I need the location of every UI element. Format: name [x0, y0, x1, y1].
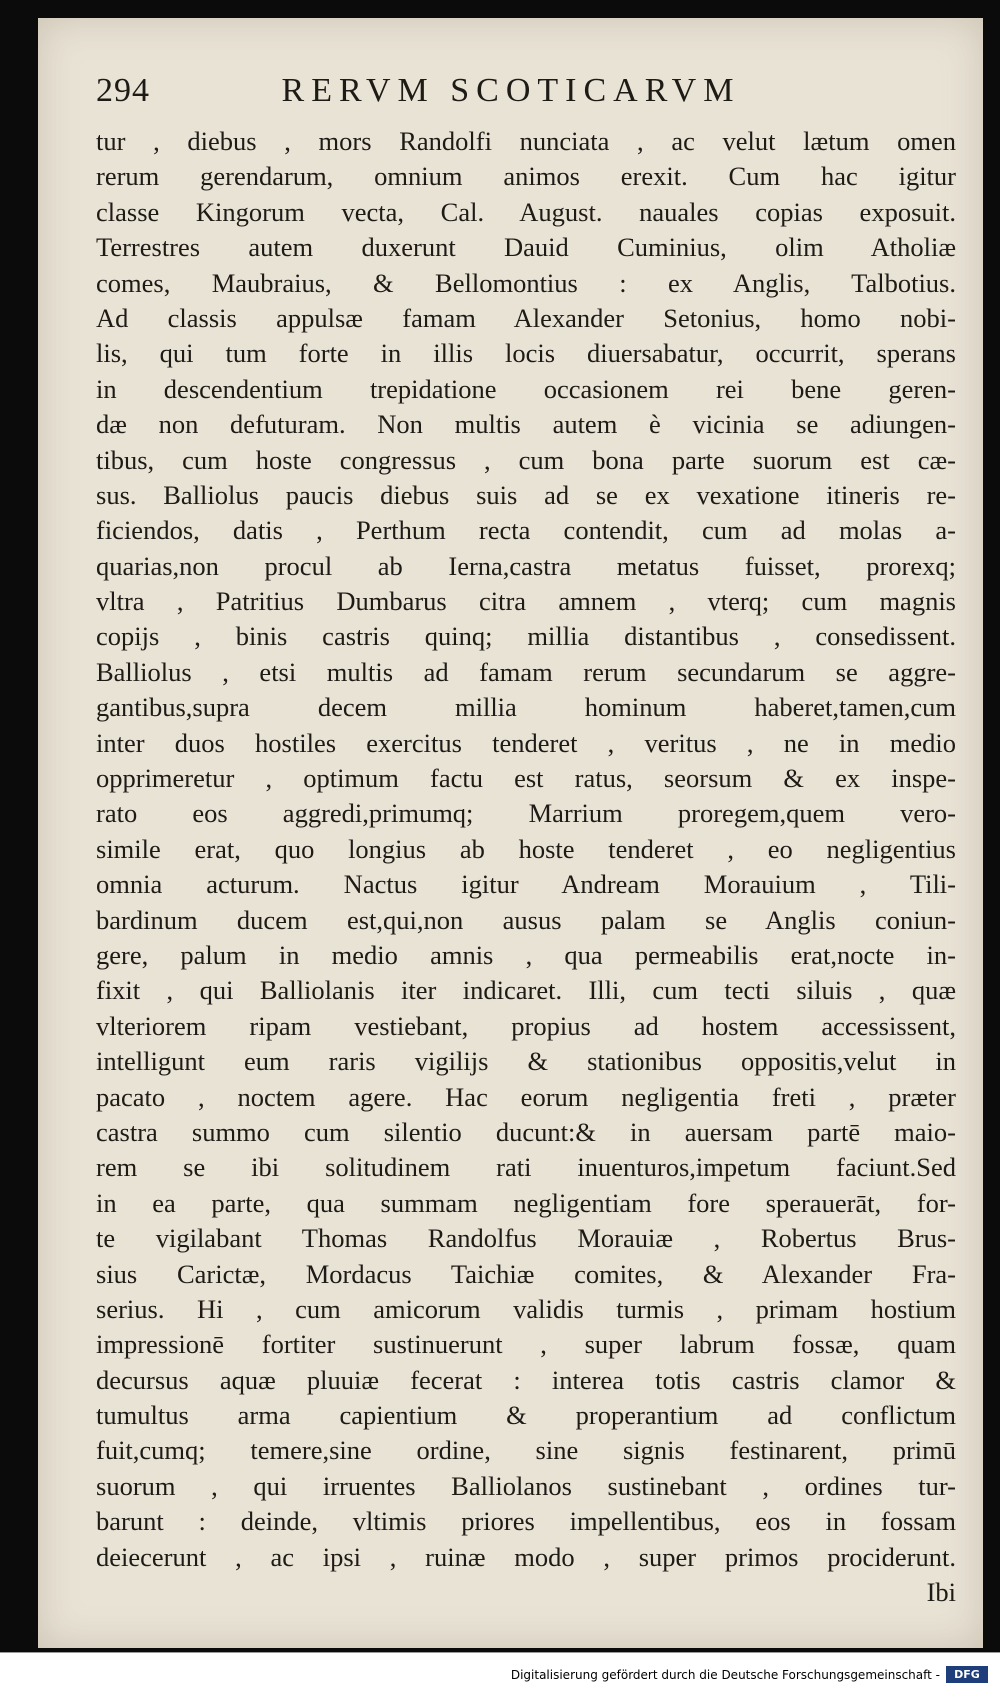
text-line: deiecerunt , ac ipsi , ruinæ modo , super primos prociderunt.: [96, 1541, 956, 1572]
footer-divider: [0, 1652, 1000, 1653]
dfg-logo: DFG: [946, 1666, 988, 1683]
text-line: quarias,non procul ab Ierna,castra metatus fuisset, prorexq;: [96, 550, 956, 581]
text-line: tibus, cum hoste congressus , cum bona parte suorum est cæ-: [96, 444, 956, 475]
text-line: suorum , qui irruentes Balliolanos sustinebant , ordines tur-: [96, 1470, 956, 1501]
text-line: vlteriorem ripam vestiebant, propius ad hostem accessissent,: [96, 1010, 956, 1041]
running-head: RERVM SCOTICARVM: [281, 72, 741, 109]
text-line: tur , diebus , mors Randolfi nunciata , ac velut lætum omen: [96, 126, 956, 156]
text-line: dæ non defuturam. Non multis autem è vicinia se adiungen-: [96, 409, 956, 440]
text-line: te vigilabant Thomas Randolfus Morauiæ , Robertus Brus-: [96, 1223, 956, 1254]
text-line: in descendentium trepidatione occasionem rei bene geren-: [96, 373, 956, 404]
text-line: comes, Maubraius, & Bellomontius : ex Anglis, Talbotius.: [96, 267, 956, 298]
text-line: rem se ibi solitudinem rati inuenturos,impetum faciunt.Sed: [96, 1152, 956, 1183]
text-line: fuit,cumq; temere,sine ordine, sine signis festinarent, primū: [96, 1435, 956, 1466]
text-line: lis, qui tum forte in illis locis diuersabatur, occurrit, sperans: [96, 338, 956, 369]
text-line: impressionē fortiter sustinuerunt , super labrum fossæ, quam: [96, 1329, 956, 1360]
text-line: Terrestres autem duxerunt Dauid Cuminius, olim Atholiæ: [96, 232, 956, 263]
text-line: bardinum ducem est,qui,non ausus palam se Anglis coniun-: [96, 904, 956, 935]
text-line: tumultus arma capientium & properantium ad conflictum: [96, 1400, 956, 1431]
text-line: rerum gerendarum, omnium animos erexit. Cum hac igitur: [96, 161, 956, 192]
text-line: Ad classis appulsæ famam Alexander Setonius, homo nobi-: [96, 302, 956, 333]
text-line: decursus aquæ pluuiæ fecerat : interea totis castris clamor &: [96, 1364, 956, 1395]
text-line: classe Kingorum vecta, Cal. August. nauales copias exposuit.: [96, 196, 956, 227]
text-line: barunt : deinde, vltimis priores impellentibus, eos in fossam: [96, 1506, 956, 1537]
text-line: in ea parte, qua summam negligentiam fore sperauerāt, for-: [96, 1187, 956, 1218]
text-line: intelligunt eum raris vigilijs & stationibus oppositis,velut in: [96, 1046, 956, 1077]
text-line: ficiendos, datis , Perthum recta contendit, cum ad molas a-: [96, 515, 956, 546]
book-page: [38, 18, 983, 1648]
text-line: vltra , Patritius Dumbarus citra amnem , vterq; cum magnis: [96, 586, 956, 617]
text-line: gantibus,supra decem millia hominum haberet,tamen,cum: [96, 692, 956, 723]
catchword: Ibi: [926, 1577, 956, 1608]
text-line: sius Carictæ, Mordacus Taichiæ comites, & Alexander Fra-: [96, 1258, 956, 1289]
text-line: copijs , binis castris quinq; millia distantibus , consedissent.: [96, 621, 956, 652]
text-line: inter duos hostiles exercitus tenderet , veritus , ne in medio: [96, 727, 956, 758]
catchword-row: [96, 1575, 956, 1610]
footer: [0, 1652, 1000, 1697]
body-text: [96, 124, 956, 1610]
text-line: gere, palum in medio amnis , qua permeabilis erat,nocte in-: [96, 939, 956, 970]
text-line: sus. Balliolus paucis diebus suis ad se ex vexatione itineris re-: [96, 479, 956, 510]
text-line: Balliolus , etsi multis ad famam rerum secundarum se aggre-: [96, 656, 956, 687]
page-header: [96, 66, 926, 126]
text-line: opprimeretur , optimum factu est ratus, seorsum & ex inspe-: [96, 763, 956, 794]
text-line: omnia acturum. Nactus igitur Andream Morauium , Tili-: [96, 869, 956, 900]
text-line: pacato , noctem agere. Hac eorum negligentia freti , præter: [96, 1081, 956, 1112]
text-line: rato eos aggredi,primumq; Marrium proregem,quem vero-: [96, 798, 956, 829]
text-line: simile erat, quo longius ab hoste tenderet , eo negligentius: [96, 833, 956, 864]
text-line: fixit , qui Balliolanis iter indicaret. Illi, cum tecti siluis , quæ: [96, 975, 956, 1006]
text-line: serius. Hi , cum amicorum validis turmis , primam hostium: [96, 1293, 956, 1324]
page-number: 294: [96, 72, 150, 109]
footer-credit: Digitalisierung gefördert durch die Deutsche Forschungsgemeinschaft -: [510, 1668, 940, 1682]
text-line: castra summo cum silentio ducunt:& in auersam partē maio-: [96, 1116, 956, 1147]
